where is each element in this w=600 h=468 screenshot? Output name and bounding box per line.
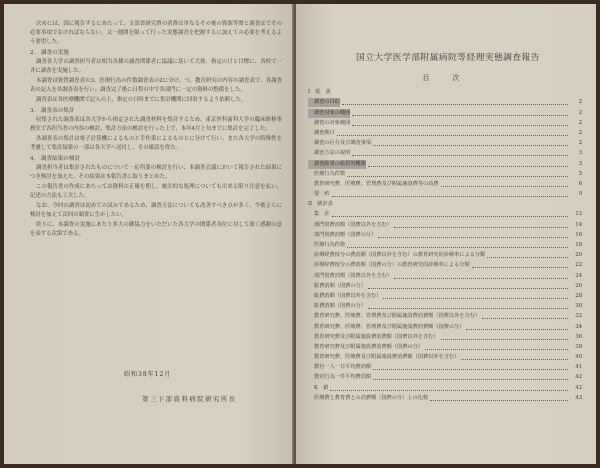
toc-item-page: 14 (575, 221, 582, 228)
toc-item-title: 調査の対象範囲 (314, 119, 351, 126)
toc-leader-dots (425, 349, 568, 350)
toc-item-title: 調査の区分及び調査事項 (314, 140, 372, 147)
toc-item-page: 32 (575, 313, 582, 320)
toc-item-page: 2 (578, 99, 582, 106)
toc-item (308, 97, 582, 107)
toc-item-title: 総費消額（国費以外を含む） (314, 292, 382, 299)
toc-item (308, 230, 582, 240)
left-page (4, 4, 294, 464)
toc-item (308, 87, 582, 97)
toc-item-title: 調査対象の範囲 (308, 109, 350, 118)
toc-item-page: 42 (575, 374, 582, 381)
toc-item-page: 42 (575, 384, 582, 391)
toc-item (308, 393, 582, 403)
toc-item-page: 34 (575, 323, 582, 330)
toc-item (308, 321, 582, 331)
toc-item-title: 部門別費消額（国費の分） (314, 231, 377, 238)
toc-item-title: 調査期日 (314, 129, 335, 136)
toc-item (308, 332, 582, 342)
toc-item-title: 医療行為件数 (314, 170, 346, 177)
toc-leader-dots (342, 104, 568, 105)
toc-item (308, 250, 582, 260)
toc-item (308, 270, 582, 280)
toc-item-title: 部門別費消額（国費以外を含む） (314, 221, 392, 228)
toc-item (308, 189, 582, 199)
toc-item (308, 362, 582, 372)
toc-item (308, 169, 582, 179)
toc-item-title: 医療行為件数 (314, 242, 346, 248)
toc-item-title: 医療費と教育費との消費額（国費の分）上の比較 (314, 394, 429, 401)
toc-item-title: 診療経費按分の費消額（国費の分）の教育研究的診療率による分類 (314, 262, 470, 269)
toc-leader-dots (461, 359, 568, 360)
section-paragraph: 調査各大学の調査担当者は相当各種の調査関係者に協議に基いて大体、指定の日と目標に、各校で一斉に調査を実施した。 (30, 59, 282, 74)
toc-item-page: 16 (575, 231, 582, 238)
toc-leader-dots (394, 227, 568, 228)
section-paragraph: 調査担当者は集計されたものについて一応所要の検討を行い、本調査会議において報告された結果につき検討を加えた。その結果は本報告書に取りまとめた。 (30, 165, 282, 180)
toc-item-page: 36 (575, 333, 582, 340)
section-heading: 4. 調査結果の検討 (30, 156, 81, 162)
section-heading: 2. 調査の実施 (30, 50, 69, 56)
toc-item-title: 集 計 (314, 211, 330, 218)
toc-item (308, 342, 582, 352)
toc-item-page: 30 (575, 303, 582, 310)
toc-item-page: 43 (575, 394, 582, 401)
section-paragraph: 収集された調査表は各大学から指定された調査材料を集計するため、東京医科歯科大学の臨床研修事務室で各担当者の内容の検討、集計方法の検討を行った上で、本年4月上旬までに集計を完了した。 (30, 117, 282, 132)
toc-item-title: 教官一人一日平均費消額 (314, 364, 372, 371)
toc-item (308, 128, 582, 138)
right-page (296, 4, 596, 464)
section-paragraph: この報告書の作成にあたっては資料の正確を期し、統計的な処理についても出来る限り注意を払い、記述の方法も工夫した。 (30, 184, 282, 199)
section-3 (30, 155, 282, 239)
toc-item (308, 209, 582, 219)
toc-leader-dots (482, 318, 568, 319)
toc-item-page: 9 (578, 191, 582, 198)
toc-leader-dots (347, 247, 568, 248)
toc-item-title: 総費消額（国費の分） (314, 303, 366, 310)
toc-item (308, 372, 582, 382)
toc-leader-dots (378, 237, 568, 238)
toc-item (308, 382, 582, 392)
toc-item (308, 107, 582, 117)
intro-paragraph: 次めには、国に報告するにあたって、文部省研究費の消費は単なるその後の資源等関と調査はでその必要事項でなければならない。又一週間を限って行った実態調査を把握するに加えての必要を考えるよう要望した。 (30, 21, 282, 45)
toc-leader-dots (430, 400, 568, 401)
toc-item (308, 311, 582, 321)
toc-item-title: II 統計表 (308, 201, 333, 208)
toc-item-page: 28 (575, 292, 582, 299)
section-paragraph: 各調査表の集計は電子計算機によるものと手作業によるものとに分けて行い、また各大学の特殊性を考慮して集計結果の一部は各大学へ送付し、その確認を得た。 (30, 136, 282, 151)
toc-item-page: 2 (578, 109, 582, 116)
toc-item-title: 要 約 (314, 191, 330, 198)
toc-leader-dots (441, 186, 568, 187)
toc-leader-dots (332, 196, 568, 197)
toc-item (308, 219, 582, 229)
toc-item-title: 教育研究費、医療費、管理費及び附属施設費等の消費 (314, 180, 439, 187)
toc-item-page: 24 (575, 272, 582, 279)
toc-leader-dots (487, 257, 568, 258)
section-paragraph: 調査表は各医療機関で記入の上、指定の日時までに集計機関に回収するよう依頼した。 (36, 97, 247, 103)
toc-item-page: 12 (575, 211, 582, 218)
toc-item-page: 38 (575, 343, 582, 350)
toc-item-page: 2 (578, 129, 582, 136)
section-paragraph: 本調査は資質調査表の3、医療行為の件数調査表の2に分け、つ、教育研究の内容の調査表で、各調査表の記入を各調査表を行い、調査完了後に日程の中で各部門に一定の資料の整備をした。 (30, 78, 282, 93)
toc-item-page: 41 (575, 364, 582, 371)
toc-leader-dots (352, 125, 568, 126)
section-2 (30, 107, 282, 153)
toc-leader-dots (441, 339, 568, 340)
toc-leader-dots (352, 155, 568, 156)
toc-item-title: K 値 (314, 384, 329, 391)
toc-item-title: 教育研究費及び附属施設費消費額（国費以外を含む） (314, 333, 439, 340)
section-paragraph: 終りに、本調査の実施にあたり多大の御協力をいただいた各大学の関係者各位に対して深く感謝の意を表する次第である。 (30, 222, 282, 237)
report-title: 国立大学医学部附属病院等経理実態調査報告 (356, 53, 540, 63)
toc-item-title: 調査結果の総括的概観 (308, 160, 366, 169)
toc-item-title: 教育研究費及び附属施設費消費額（国費の分） (314, 343, 423, 350)
toc-leader-dots (332, 216, 568, 217)
toc-leader-dots (368, 288, 568, 289)
toc-item-title: 教育研究費、医療費及び附属施設費消費額（国費以外を含む） (314, 354, 460, 361)
table-of-contents (308, 87, 582, 403)
toc-leader-dots (352, 115, 568, 116)
toc-item (308, 118, 582, 128)
toc-item-title: 総費消額（国費の分） (314, 282, 366, 289)
toc-item (308, 281, 582, 291)
toc-item (308, 291, 582, 301)
toc-item (308, 179, 582, 189)
toc-item-title: 診療経費按分の費消額（国費以外を含む）の教育研究的診療率による分類 (314, 252, 486, 259)
toc-leader-dots (368, 166, 568, 167)
toc-leader-dots (347, 176, 568, 177)
section-1 (30, 49, 282, 105)
toc-item (308, 148, 582, 158)
organization-signature: 第三下部資料病院研究所長 (142, 395, 237, 403)
toc-leader-dots (373, 145, 568, 146)
toc-heading: 目 次 (422, 74, 468, 82)
toc-leader-dots (394, 278, 568, 279)
toc-item-page: 5 (578, 170, 582, 177)
toc-leader-dots (368, 308, 568, 309)
toc-item (308, 352, 582, 362)
toc-item-title: 教官行為一件平均費消額 (314, 374, 372, 381)
toc-item-page: 22 (575, 262, 582, 269)
toc-item-page: 18 (575, 242, 582, 248)
toc-item (308, 158, 582, 168)
toc-item-page: 2 (578, 140, 582, 147)
toc-item-page: 2 (578, 119, 582, 126)
toc-item-title: 教育研究費、医療費、管理費及び附属施設費消費額（国費以外を含む） (314, 313, 481, 320)
toc-item-page: 6 (578, 180, 582, 187)
toc-item (308, 301, 582, 311)
toc-item-title: 調査方法の説明 (314, 150, 351, 157)
toc-leader-dots (466, 329, 568, 330)
toc-item-page: 20 (575, 252, 582, 259)
toc-leader-dots (373, 379, 568, 380)
toc-leader-dots (383, 298, 568, 299)
toc-item-title: 部門別費消額（国費以外を含む） (314, 272, 392, 279)
left-page-text (30, 20, 282, 239)
toc-item-title: 調査の目的 (308, 98, 340, 107)
toc-item-page: 26 (575, 282, 582, 289)
toc-item (308, 199, 582, 209)
toc-item-title: 教育研究費、医療費、管理費及び附属施設費消費額（国費の分） (314, 323, 465, 330)
toc-leader-dots (373, 369, 568, 370)
toc-leader-dots (337, 135, 568, 136)
toc-item (308, 240, 582, 250)
section-heading: 3. 調査表の集計 (30, 108, 75, 114)
toc-leader-dots (472, 267, 568, 268)
toc-item-page: 40 (575, 354, 582, 361)
report-date: 昭和38年12月 (124, 371, 172, 378)
toc-item-page: 3 (578, 160, 582, 167)
toc-leader-dots (330, 390, 568, 391)
section-paragraph: なお、今回の調査は初めての試みであるため、調査方法についても改善すべき点が多く、今後さらに検討を加えて次回の調査に生かしたい。 (30, 203, 282, 218)
toc-item (308, 260, 582, 270)
toc-item (308, 138, 582, 148)
toc-item-title: I 総 説 (308, 89, 331, 96)
toc-item-page: 3 (578, 150, 582, 157)
